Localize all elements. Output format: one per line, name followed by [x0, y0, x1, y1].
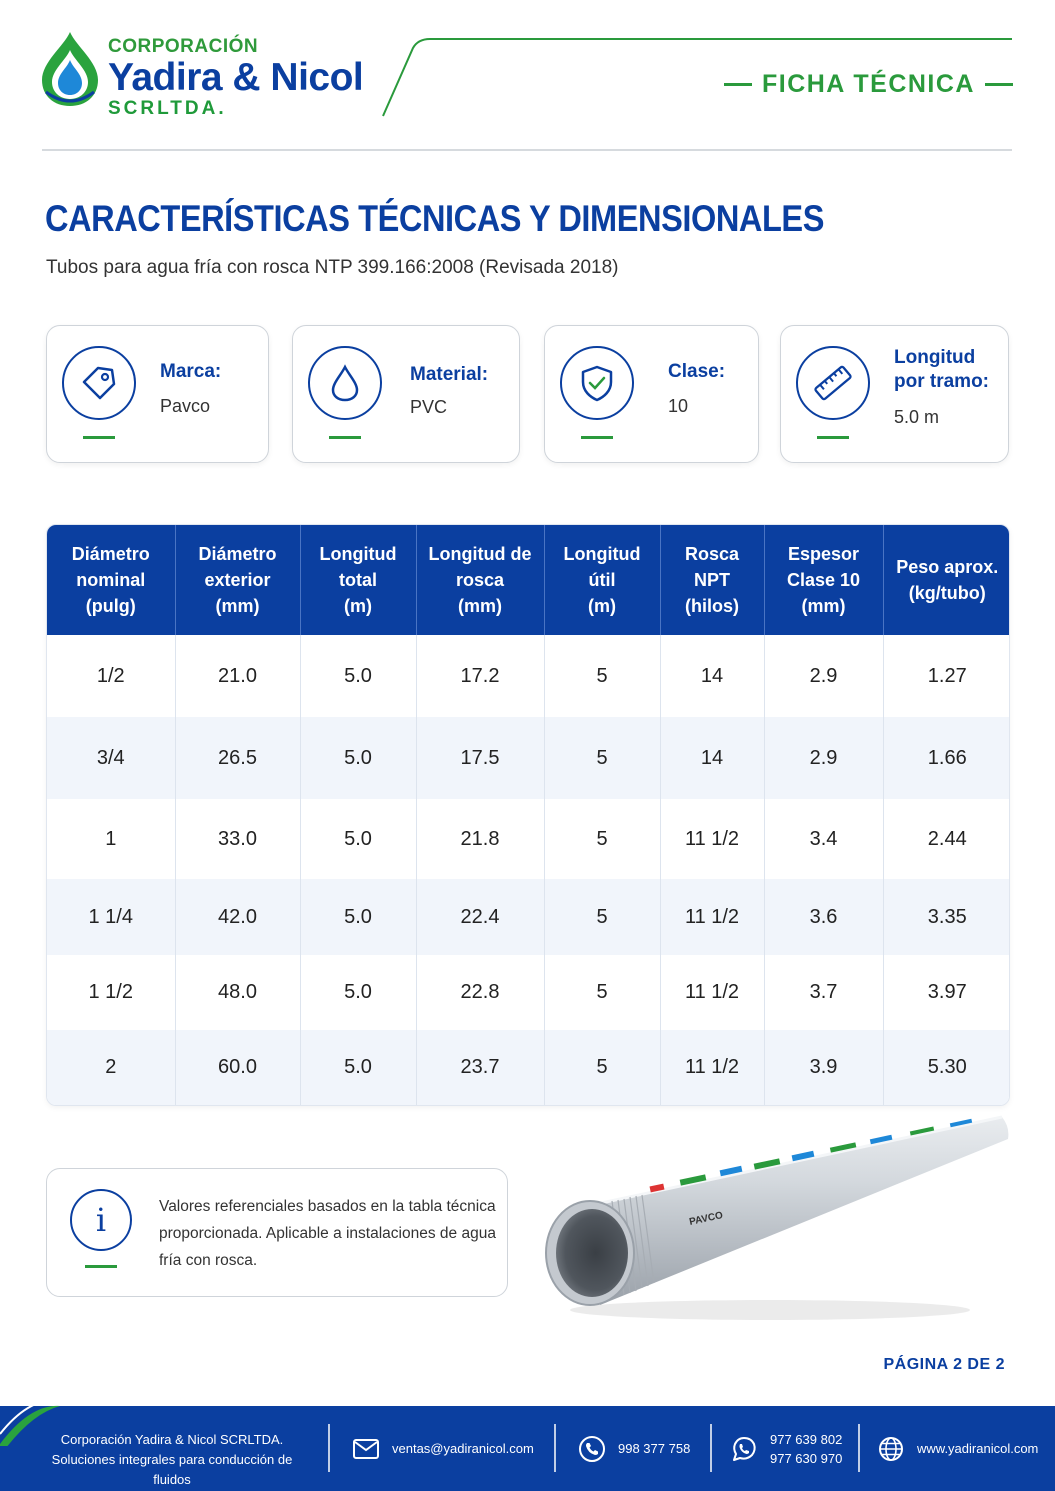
mail-icon	[352, 1435, 380, 1463]
card-value: Pavco	[160, 396, 211, 416]
table-cell: 3.35	[883, 879, 1010, 955]
table-cell: 5	[544, 635, 660, 717]
logo-company-name: Yadira & Nicol	[108, 56, 364, 99]
table-cell: 21.0	[175, 635, 300, 717]
ruler-icon	[796, 346, 870, 420]
footer	[0, 1406, 1055, 1491]
info-icon: i	[70, 1189, 132, 1251]
footer-divider	[710, 1424, 712, 1472]
column-header: Peso aprox. (kg/tubo)	[883, 525, 1010, 635]
card-longitud	[780, 325, 1009, 463]
table-cell: 5.0	[300, 799, 416, 879]
table-cell: 26.5	[175, 717, 300, 799]
table-cell: 1 1/4	[47, 879, 175, 955]
table-cell: 3.9	[764, 1030, 883, 1105]
table-cell: 2	[47, 1030, 175, 1105]
card-label: Marca:	[160, 361, 222, 382]
document-type-label: FICHA TÉCNICA	[761, 70, 975, 98]
card-value: 10	[668, 396, 689, 416]
table-cell: 5.0	[300, 955, 416, 1030]
water-drop-logo-icon	[36, 28, 104, 108]
globe-icon	[877, 1435, 905, 1463]
table-cell: 5.0	[300, 1030, 416, 1105]
column-header: Longitud total (m)	[300, 525, 416, 635]
table-cell: 1 1/2	[47, 955, 175, 1030]
table-cell: 5.0	[300, 635, 416, 717]
table-cell: 1/2	[47, 635, 175, 717]
column-header: Longitud de rosca (mm)	[416, 525, 544, 635]
card-accent	[817, 436, 849, 439]
footer-phone-text: 998 377 758	[618, 1441, 691, 1456]
table-cell: 5.30	[883, 1030, 1010, 1105]
table-cell: 60.0	[175, 1030, 300, 1105]
specs-table	[46, 524, 1010, 1106]
table-cell: 3.7	[764, 955, 883, 1030]
company-logo	[36, 28, 376, 123]
footer-company-name: Corporación Yadira & Nicol SCRLTDA.	[60, 1432, 284, 1447]
table-cell: 42.0	[175, 879, 300, 955]
card-marca	[46, 325, 269, 463]
footer-email-text: ventas@yadiranicol.com	[392, 1441, 534, 1456]
page-number: PÁGINA 2 DE 2	[883, 1356, 1005, 1373]
table-cell: 2.44	[927, 827, 967, 850]
column-header: Diámetro nominal (pulg)	[47, 525, 175, 635]
column-header: Espesor Clase 10 (mm)	[764, 525, 883, 635]
shield-check-icon	[560, 346, 634, 420]
footer-divider	[554, 1424, 556, 1472]
dash-right	[985, 83, 1013, 86]
tag-icon	[62, 346, 136, 420]
table-cell: 17.5	[416, 717, 544, 799]
table-cell: 5	[544, 879, 660, 955]
table-row	[47, 635, 1010, 717]
whatsapp-icon	[730, 1435, 758, 1463]
card-clase	[544, 325, 759, 463]
column-header: Diámetro exterior (mm)	[175, 525, 300, 635]
table-cell: 17.2	[416, 635, 544, 717]
card-accent	[581, 436, 613, 439]
table-cell: 21.8	[416, 799, 544, 879]
card-label: Longitud por tramo:	[894, 347, 989, 392]
logo-suffix: SCRLTDA.	[108, 98, 227, 119]
table-cell: 1	[47, 799, 175, 879]
pvc-pipe-image	[540, 1105, 1020, 1325]
footer-whatsapp-numbers	[770, 1430, 842, 1468]
table-cell: 2.9	[764, 717, 883, 799]
footer-website-text: www.yadiranicol.com	[917, 1441, 1039, 1456]
page-title: CARACTERÍSTICAS TÉCNICAS Y DIMENSIONALES	[45, 198, 824, 239]
footer-website[interactable]	[877, 1406, 1038, 1491]
table-cell: 5	[544, 799, 660, 879]
card-accent	[329, 436, 361, 439]
table-header-row	[47, 525, 1010, 635]
table-cell: 5.0	[300, 879, 416, 955]
document-type	[724, 70, 1013, 99]
table-cell: 3.6	[764, 879, 883, 955]
card-material	[292, 325, 520, 463]
pipe-brand-print: PAVCO	[688, 1210, 724, 1228]
table-cell: 11 1/2	[660, 799, 764, 879]
table-row	[47, 1030, 1010, 1105]
table-cell: 5.0	[300, 717, 416, 799]
table-cell: 14	[660, 635, 764, 717]
table-cell: 3.4	[764, 799, 883, 879]
page-subtitle: Tubos para agua fría con rosca NTP 399.166:2008 (Revisada 2018)	[46, 257, 619, 278]
footer-whatsapp[interactable]	[730, 1406, 842, 1491]
footer-divider	[858, 1424, 860, 1472]
card-value: PVC	[410, 397, 448, 417]
table-cell: 22.4	[416, 879, 544, 955]
card-label: Clase:	[668, 361, 726, 382]
footer-company-tagline: Soluciones integrales para conducción de fluidos	[51, 1452, 293, 1487]
table-cell: 3/4	[47, 717, 175, 799]
column-header: Rosca NPT (hilos)	[660, 525, 764, 635]
footer-whatsapp-2: 977 630 970	[770, 1450, 843, 1466]
table-cell: 5	[544, 955, 660, 1030]
footer-whatsapp-1: 977 639 802	[770, 1431, 843, 1447]
info-note	[46, 1168, 508, 1297]
dash-left	[724, 83, 752, 86]
note-text: Valores referenciales basados en la tabla técnica proporcionada. Aplicable a instalaciones de agua fría con rosca.	[159, 1198, 496, 1269]
table-cell: 1.66	[883, 717, 1010, 799]
phone-icon	[578, 1435, 606, 1463]
logo-corporacion: CORPORACIÓN	[108, 36, 259, 57]
table-cell: 2.9	[764, 635, 883, 717]
table-body	[47, 635, 1010, 1105]
table-row	[47, 955, 1010, 1030]
table-cell: 3.97	[927, 981, 967, 1003]
table-row	[47, 879, 1010, 955]
table-row	[47, 717, 1010, 799]
card-label: Material:	[410, 364, 489, 385]
footer-divider	[328, 1424, 330, 1472]
table-cell: 11 1/2	[660, 879, 764, 955]
table-cell: 22.8	[416, 955, 544, 1030]
table-cell: 5	[544, 717, 660, 799]
footer-phone[interactable]	[578, 1406, 690, 1491]
table-cell: 33.0	[175, 799, 300, 879]
table-cell: 48.0	[175, 955, 300, 1030]
footer-company	[36, 1430, 308, 1490]
footer-email[interactable]	[352, 1406, 534, 1491]
table-cell: 14	[660, 717, 764, 799]
note-accent	[85, 1265, 117, 1268]
table-cell: 23.7	[416, 1030, 544, 1105]
card-accent	[83, 436, 115, 439]
table-cell: 11 1/2	[660, 1030, 764, 1105]
column-header: Longitud útil (m)	[544, 525, 660, 635]
drop-icon	[308, 346, 382, 420]
card-value: 5.0 m	[894, 407, 940, 427]
table-row	[47, 799, 1010, 879]
table-cell: 5	[544, 1030, 660, 1105]
table-cell: 1.27	[927, 664, 967, 687]
table-cell: 11 1/2	[660, 955, 764, 1030]
